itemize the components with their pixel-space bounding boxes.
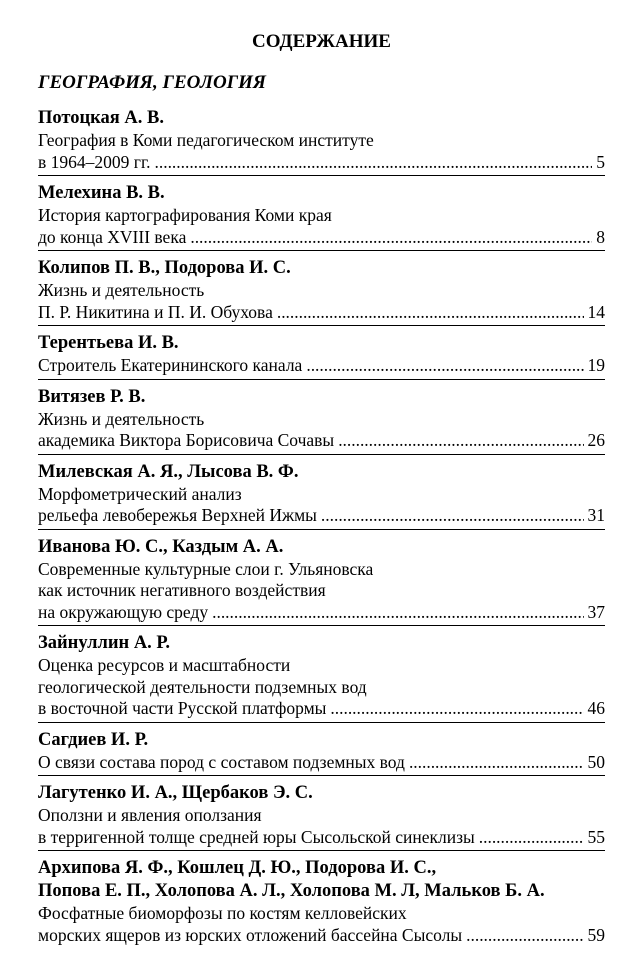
page-number: 59 (587, 924, 605, 945)
dot-leader (306, 355, 583, 377)
dot-leader (338, 430, 583, 452)
entry-authors: Терентьева И. В. (38, 333, 179, 353)
toc-entry (38, 332, 605, 380)
toc-title: СОДЕРЖАНИЕ (252, 31, 391, 52)
page-number: 26 (587, 430, 605, 450)
entry-authors: Мелехина В. В. (38, 183, 165, 203)
entry-authors: Потоцкая А. В. (38, 108, 164, 128)
toc-entry (38, 857, 605, 948)
entry-authors: Архипова Я. Ф., Кошлец Д. Ю., Подорова И. С., (38, 858, 437, 878)
page-number: 31 (587, 505, 605, 525)
entry-title-line: Жизнь и деятельность (38, 408, 205, 429)
entry-title-line: Фосфатные биоморфозы по костям келловейских (38, 903, 407, 923)
entry-last-line (38, 430, 605, 452)
entry-authors: Витязев Р. В. (38, 386, 146, 407)
entry-authors: Лагутенко И. А., Щербаков Э. С. (38, 783, 313, 803)
dot-leader (466, 925, 583, 947)
entry-last-line (38, 698, 605, 720)
entry-authors: Зайнуллин А. Р. (38, 633, 171, 653)
entry-title-line: Оценка ресурсов и масштабности (38, 655, 291, 675)
entry-last-line (38, 227, 605, 249)
toc-entries (38, 107, 605, 954)
page-number: 50 (587, 751, 605, 772)
entry-title-line: Современные культурные слои г. Ульяновска (38, 558, 374, 579)
entry-authors: Иванова Ю. С., Каздым А. А. (38, 536, 284, 557)
entry-title-line: морских ящеров из юрских отложений бассейна Сысолы (38, 924, 463, 945)
page-number: 8 (596, 226, 605, 247)
entry-title-line: География в Коми педагогическом институте (38, 130, 374, 150)
toc-entry (38, 182, 605, 251)
toc-entry (38, 632, 605, 723)
entry-title-line: Жизнь и деятельность (38, 280, 205, 300)
toc-entry (38, 386, 605, 455)
page-number: 14 (587, 301, 605, 322)
entry-title-line: в 1964–2009 гг. (38, 151, 151, 172)
toc-entry (38, 782, 605, 851)
entry-authors: Попова Е. П., Холопова А. Л., Холопова М. Л, Мальков Б. А. (38, 881, 545, 901)
entry-authors: Сагдиев И. Р. (38, 729, 149, 750)
entry-title-line: академика Виктора Борисовича Сочавы (38, 430, 335, 450)
entry-title-line: в восточной части Русской платформы (38, 698, 327, 718)
entry-title-line: П. Р. Никитина и П. И. Обухова (38, 301, 273, 322)
dot-leader (190, 227, 592, 249)
entry-last-line (38, 505, 605, 527)
page-number: 5 (596, 151, 605, 172)
entry-title-line: до конца XVIII века (38, 226, 187, 247)
entry-last-line (38, 355, 605, 377)
entry-title-line: Строитель Екатерининского канала (38, 355, 303, 375)
entry-last-line (38, 302, 605, 324)
section-title: ГЕОГРАФИЯ, ГЕОЛОГИЯ (38, 72, 267, 93)
entry-title-line: Морфометрический анализ (38, 483, 242, 504)
page-number: 55 (587, 826, 605, 847)
dot-leader (212, 602, 583, 624)
entry-authors: Милевская А. Я., Лысова В. Ф. (38, 461, 299, 482)
page-number: 46 (587, 698, 605, 718)
entry-title-line: в терригенной толще средней юры Сысольской синеклизы (38, 826, 475, 847)
entry-last-line (38, 152, 605, 174)
toc-entry (38, 461, 605, 530)
entry-title-line: на окружающую среду (38, 601, 209, 622)
entry-title-line: геологической деятельности подземных вод (38, 676, 367, 697)
toc-entry (38, 536, 605, 627)
entry-title-line: О связи состава пород с составом подземных вод (38, 751, 405, 772)
entry-authors: Колипов П. В., Подорова И. С. (38, 258, 291, 278)
toc-entry (38, 257, 605, 326)
dot-leader (155, 152, 593, 174)
entry-title-line: как источник негативного воздействия (38, 580, 326, 600)
page-number: 19 (587, 355, 605, 375)
dot-leader (330, 698, 583, 720)
page-number: 37 (587, 601, 605, 622)
entry-last-line (38, 827, 605, 849)
toc-entry (38, 729, 605, 777)
entry-last-line (38, 752, 605, 774)
entry-title-line: рельефа левобережья Верхней Ижмы (38, 505, 317, 525)
entry-last-line (38, 602, 605, 624)
toc-entry (38, 107, 605, 176)
entry-title-line: Оползни и явления оползания (38, 805, 262, 825)
dot-leader (409, 752, 584, 774)
dot-leader (479, 827, 584, 849)
entry-last-line (38, 925, 605, 947)
dot-leader (277, 302, 584, 324)
entry-title-line: История картографирования Коми края (38, 205, 332, 225)
dot-leader (321, 505, 584, 527)
